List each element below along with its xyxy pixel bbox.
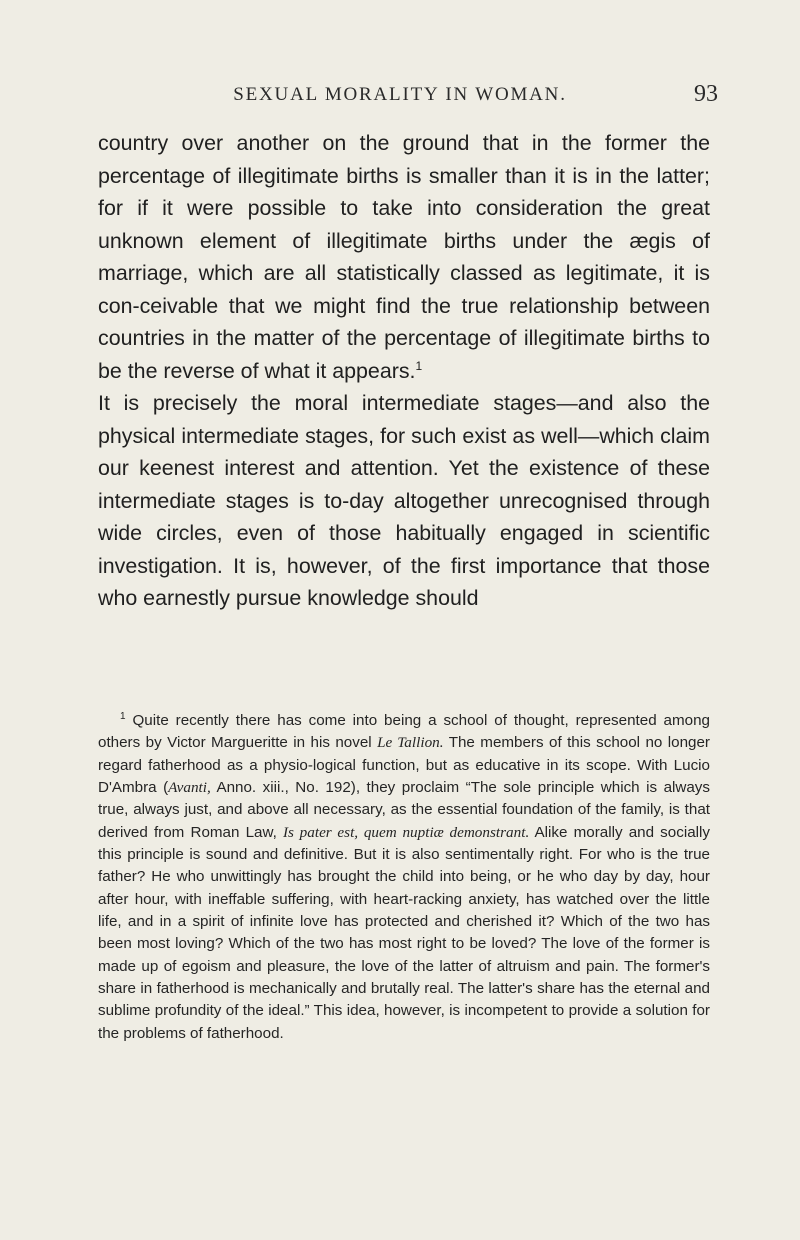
footnote-text: Alike morally and socially this principle is sound and definitive. But it is also sentimentally right. For who is the true father? He who unwittingly has brought the child into being, or he who day by day, hour after hour, with ineffable suffering, with heart-racking anxiety, has watched over the little life, and in a spirit of infinite love has protected and cherished it? Which of the two has been most loving? Which of the two has most right to be loved? The love of the former is made up of egoism and pleasure, the love of the latter of altruism and pain. The former's share in fatherhood is mechanically and brutally real. The latter's share has the eternal and sublime profundity of the ideal.” This idea, however, is incompetent to provide a solution for the problems of fatherhood. — [98, 823, 710, 1042]
footnote-reference: 1 — [415, 358, 423, 373]
running-title: SEXUAL MORALITY IN WOMAN. — [233, 84, 567, 105]
paragraph — [98, 127, 710, 387]
periodical-title: Avanti, — [168, 779, 211, 797]
page-header — [0, 81, 800, 114]
footnote — [98, 710, 710, 1045]
footnote-text: Quite recently there has come into being a school of thought, represented among others by Victor Margueritte in his novel — [98, 712, 710, 752]
footnote-marker: 1 — [120, 711, 126, 722]
main-text — [98, 127, 710, 615]
footnotes — [98, 710, 710, 1045]
paragraph-text: country over another on the ground that in the former the percentage of illegitimate births is smaller than it is in the latter; for if it were possible to take into consideration the great unknown element of illegitimate births under the ægis of marriage, which are all statistically classed as legitimate, it is con-ceivable that we might find the true relationship between countries in the matter of the percentage of illegitimate births to be the reverse of what it appears. — [98, 131, 710, 383]
footnote-text: Anno. xiii., No. 192), they proclaim “The sole principle which is always true, always just, and above all necessary, as the essential foundation of the family, is that derived from Roman Law, — [98, 779, 710, 841]
paragraph: It is precisely the moral intermediate stages—and also the physical intermediate stages, for such exist as well—which claim our keenest interest and attention. Yet the existence of these intermediate stages is to-day altogether unrecognised through wide circles, even of those habitually engaged in scientific investigation. It is, however, of the first importance that those who earnestly pursue knowledge should — [98, 391, 710, 610]
novel-title: Le Tallion. — [377, 734, 444, 752]
footnote-text: The members of this school no longer regard fatherhood as a physio-logical function, but as educative in its scope. With Lucio D'Ambra ( — [98, 734, 710, 797]
latin-quote: Is pater est, quem nuptiæ demonstrant. — [282, 823, 530, 841]
page-number: 93 — [694, 81, 718, 107]
